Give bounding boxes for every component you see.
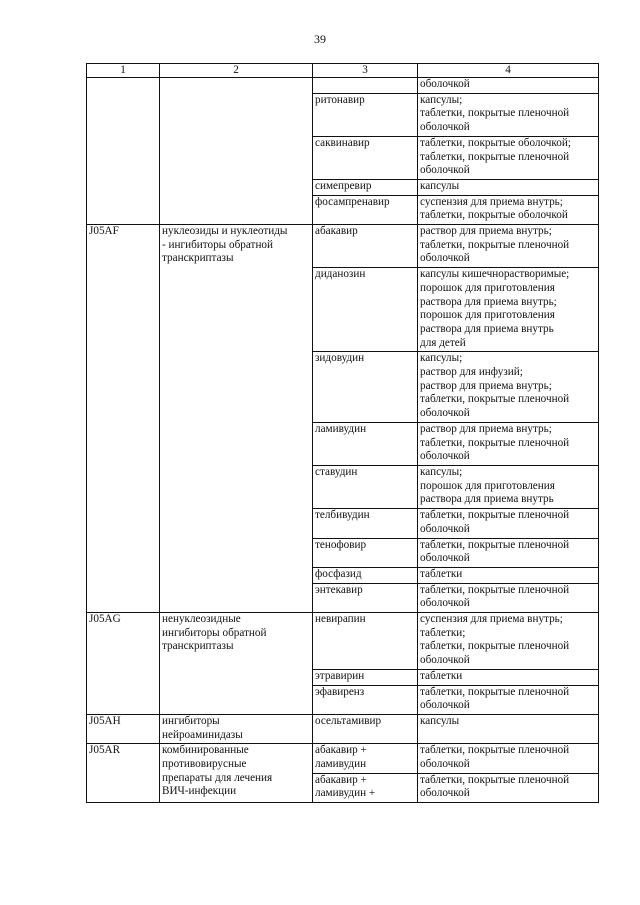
dosage-form-line: для детей — [420, 336, 466, 349]
drug-name-cell — [313, 744, 418, 773]
dosage-form-line: раствор для инфузий; — [420, 366, 523, 379]
dosage-form-line: оболочкой — [420, 699, 470, 712]
dosage-forms-cell — [418, 93, 599, 136]
drug-name-line: тенофовир — [315, 538, 367, 551]
atc-code: J05AH — [89, 714, 121, 727]
pharmacological-group-cell — [160, 225, 313, 613]
table-row — [87, 744, 599, 773]
dosage-form-line: раствора для приема внутрь; — [420, 295, 557, 308]
drug-name-line: фосампренавир — [315, 195, 390, 208]
drug-name-line: симепревир — [315, 179, 372, 192]
dosage-form-line: таблетки, покрытые пленочной — [420, 238, 570, 251]
dosage-form-line: раствора для приема внутрь — [420, 493, 554, 506]
column-header-1: 1 — [87, 64, 160, 78]
group-line: транскриптазы — [162, 640, 234, 653]
dosage-forms-cell — [418, 268, 599, 352]
drug-name-cell — [313, 773, 418, 802]
drug-name-line: абакавир + — [315, 773, 367, 786]
pharmacological-group-cell — [160, 744, 313, 803]
atc-code-cell — [87, 613, 160, 715]
dosage-forms-cell — [418, 714, 599, 743]
atc-code-cell — [87, 744, 160, 803]
dosage-form-line: таблетки, покрытые пленочной — [420, 393, 570, 406]
drug-name-line: абакавир — [315, 225, 358, 238]
dosage-form-line: оболочкой — [420, 121, 470, 134]
dosage-forms-cell — [418, 136, 599, 179]
drug-name-line: фосфазид — [315, 567, 362, 580]
group-line: ингибиторы — [162, 714, 220, 727]
drug-name-cell — [313, 538, 418, 567]
drug-name-line: невирапин — [315, 613, 366, 626]
group-line: нуклеозиды и нуклеотиды — [162, 225, 288, 238]
dosage-forms-cell — [418, 669, 599, 685]
drug-name-cell — [313, 714, 418, 743]
dosage-form-line: таблетки, покрытые пленочной — [420, 150, 570, 163]
drug-name-cell — [313, 225, 418, 268]
table-row — [87, 225, 599, 268]
drug-name-line: ритонавир — [315, 93, 365, 106]
atc-code-cell — [87, 78, 160, 225]
group-line: транскриптазы — [162, 252, 234, 265]
dosage-forms-cell — [418, 583, 599, 612]
drug-name-cell — [313, 93, 418, 136]
drug-name-cell — [313, 685, 418, 714]
drug-name-cell — [313, 268, 418, 352]
drug-name-cell — [313, 465, 418, 508]
dosage-forms-cell — [418, 195, 599, 224]
dosage-forms-cell — [418, 613, 599, 670]
dosage-form-line: раствора для приема внутрь — [420, 322, 554, 335]
dosage-form-line: таблетки, покрытые оболочкой; — [420, 136, 571, 149]
drug-name-cell — [313, 567, 418, 583]
group-line: комбинированные — [162, 744, 249, 757]
dosage-form-line: раствор для приема внутрь; — [420, 225, 552, 238]
drug-name-line: зидовудин — [315, 352, 365, 365]
dosage-forms-cell — [418, 744, 599, 773]
dosage-form-line: таблетки, покрытые пленочной — [420, 107, 570, 120]
dosage-form-line: таблетки, покрытые пленочной — [420, 538, 570, 551]
drug-name-line: осельтамивир — [315, 714, 382, 727]
dosage-form-line: оболочкой — [420, 654, 470, 667]
dosage-form-line: оболочкой — [420, 597, 470, 610]
atc-code-cell — [87, 714, 160, 743]
column-header-4: 4 — [418, 64, 599, 78]
dosage-forms-cell — [418, 422, 599, 465]
header-row — [87, 64, 599, 78]
table-row — [87, 714, 599, 743]
dosage-form-line: раствор для приема внутрь; — [420, 379, 552, 392]
dosage-form-line: таблетки, покрытые пленочной — [420, 744, 570, 757]
group-line: противовирусные — [162, 758, 247, 771]
dosage-form-line: оболочкой — [420, 407, 470, 420]
table-row — [87, 613, 599, 670]
group-line: ингибиторы обратной — [162, 626, 267, 639]
drug-name-cell — [313, 78, 418, 94]
table-row — [87, 78, 599, 94]
drug-name-line: этравирин — [315, 669, 365, 682]
dosage-form-line: капсулы кишечнорастворимые; — [420, 268, 570, 281]
drug-name-cell — [313, 136, 418, 179]
atc-code: J05AF — [89, 225, 119, 238]
dosage-forms-cell — [418, 567, 599, 583]
drug-name-cell — [313, 509, 418, 538]
dosage-form-line: таблетки, покрытые пленочной — [420, 509, 570, 522]
dosage-form-line: суспензия для приема внутрь; — [420, 613, 563, 626]
dosage-form-line: таблетки, покрытые пленочной — [420, 685, 570, 698]
drug-name-cell — [313, 352, 418, 423]
group-line: препараты для лечения — [162, 771, 273, 784]
dosage-forms-cell — [418, 225, 599, 268]
dosage-form-line: капсулы; — [420, 93, 463, 106]
group-line: ВИЧ-инфекции — [162, 785, 237, 798]
dosage-forms-cell — [418, 538, 599, 567]
dosage-form-line: таблетки, покрытые пленочной — [420, 436, 570, 449]
dosage-form-line: капсулы — [420, 179, 460, 192]
dosage-form-line: оболочкой — [420, 252, 470, 265]
dosage-forms-cell — [418, 509, 599, 538]
dosage-form-line: таблетки, покрытые пленочной — [420, 640, 570, 653]
drug-name-line: ламивудин + — [315, 787, 376, 800]
dosage-form-line: таблетки, покрытые пленочной — [420, 583, 570, 596]
group-line: ненуклеозидные — [162, 613, 241, 626]
table-body — [87, 78, 599, 803]
drug-name-line: диданозин — [315, 268, 366, 281]
dosage-form-line: таблетки — [420, 669, 463, 682]
drug-name-cell — [313, 669, 418, 685]
group-line: нейроаминидазы — [162, 728, 243, 741]
dosage-form-line: порошок для приготовления — [420, 479, 555, 492]
dosage-form-line: оболочкой — [420, 164, 470, 177]
dosage-forms-cell — [418, 179, 599, 195]
drug-name-line: саквинавир — [315, 136, 370, 149]
dosage-form-line: оболочкой — [420, 758, 470, 771]
dosage-forms-cell — [418, 352, 599, 423]
dosage-form-line: оболочкой — [420, 787, 470, 800]
dosage-form-line: таблетки, покрытые оболочкой — [420, 209, 568, 222]
drug-name-cell — [313, 195, 418, 224]
dosage-forms-cell — [418, 773, 599, 802]
drug-name-line: ламивудин — [315, 758, 367, 771]
pharmacological-group-cell — [160, 613, 313, 715]
dosage-form-line: таблетки — [420, 567, 463, 580]
dosage-form-line: капсулы; — [420, 352, 463, 365]
dosage-form-line: таблетки, покрытые пленочной — [420, 773, 570, 786]
column-header-3: 3 — [313, 64, 418, 78]
dosage-form-line: капсулы — [420, 714, 460, 727]
dosage-form-line: суспензия для приема внутрь; — [420, 195, 563, 208]
dosage-forms-cell — [418, 78, 599, 94]
drug-name-line: телбивудин — [315, 509, 370, 522]
group-line: - ингибиторы обратной — [162, 238, 274, 251]
dosage-form-line: оболочкой — [420, 450, 470, 463]
drug-name-cell — [313, 422, 418, 465]
table-header — [87, 64, 599, 78]
dosage-form-line: порошок для приготовления — [420, 281, 555, 294]
drug-name-line: ламивудин — [315, 422, 367, 435]
pharmacological-group-cell — [160, 78, 313, 225]
drug-name-cell — [313, 613, 418, 670]
atc-code-cell — [87, 225, 160, 613]
dosage-form-line: оболочкой — [420, 522, 470, 535]
drug-name-cell — [313, 179, 418, 195]
dosage-form-line: раствор для приема внутрь; — [420, 422, 552, 435]
dosage-form-line: капсулы; — [420, 465, 463, 478]
dosage-forms-cell — [418, 465, 599, 508]
pharmacological-group-cell — [160, 714, 313, 743]
dosage-forms-cell — [418, 685, 599, 714]
drug-name-line: ставудин — [315, 465, 358, 478]
dosage-form-line: порошок для приготовления — [420, 309, 555, 322]
page-number: 39 — [314, 32, 326, 46]
atc-code: J05AR — [89, 744, 121, 757]
dosage-form-line: таблетки; — [420, 626, 466, 639]
column-header-2: 2 — [160, 64, 313, 78]
dosage-form-line: оболочкой — [420, 78, 470, 90]
drug-name-cell — [313, 583, 418, 612]
drug-name-line: энтекавир — [315, 583, 363, 596]
dosage-form-line: оболочкой — [420, 552, 470, 565]
drug-name-line: эфавиренз — [315, 685, 365, 698]
drug-name-line: абакавир + — [315, 744, 367, 757]
atc-code: J05AG — [89, 613, 121, 626]
medicines-table — [86, 63, 599, 803]
